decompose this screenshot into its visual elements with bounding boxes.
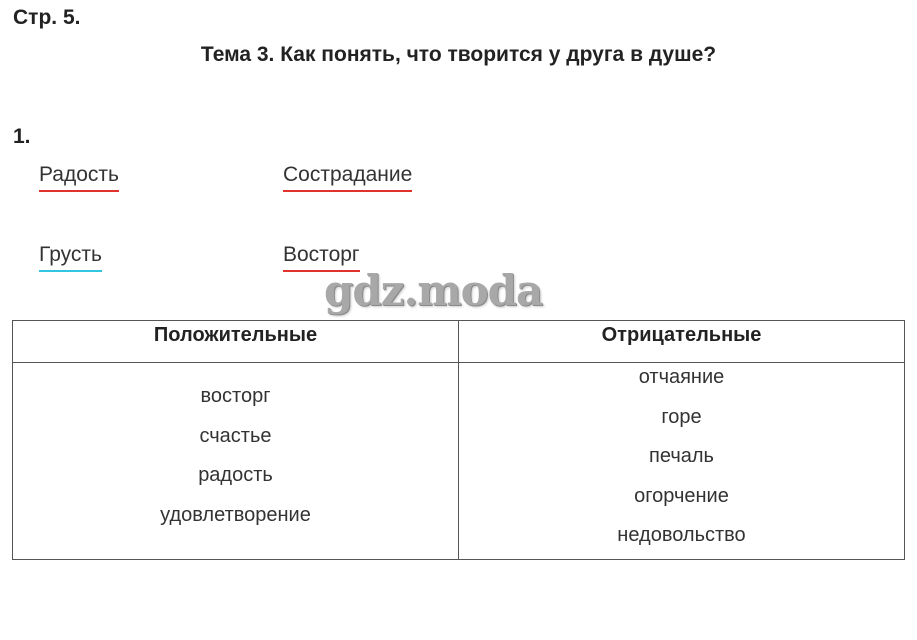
negative-column bbox=[459, 362, 904, 560]
negative-item: недовольство bbox=[617, 524, 746, 546]
positive-item: счастье bbox=[199, 424, 272, 447]
positive-column bbox=[13, 381, 458, 539]
word-compassion: Сострадание bbox=[283, 162, 412, 192]
negative-item: огорчение bbox=[634, 484, 729, 507]
watermark-logo: gdz.moda bbox=[324, 266, 543, 315]
word-delight: Восторг bbox=[283, 242, 360, 272]
negative-item: отчаяние bbox=[638, 366, 725, 388]
word-joy: Радость bbox=[39, 162, 119, 192]
positive-item: восторг bbox=[200, 385, 271, 407]
positive-item: удовлетворение bbox=[160, 503, 311, 526]
header-negative: Отрицательные bbox=[601, 324, 762, 346]
header-positive: Положительные bbox=[153, 324, 318, 346]
task-number: 1. bbox=[13, 125, 31, 148]
word-sadness: Грусть bbox=[39, 242, 102, 272]
emotions-table bbox=[12, 320, 905, 560]
page-reference: Стр. 5. bbox=[13, 6, 81, 29]
negative-item: печаль bbox=[649, 445, 714, 467]
topic-title: Тема 3. Как понять, что творится у друга в душе? bbox=[200, 43, 717, 66]
negative-item: горе bbox=[661, 405, 702, 428]
positive-item: радость bbox=[198, 464, 273, 486]
